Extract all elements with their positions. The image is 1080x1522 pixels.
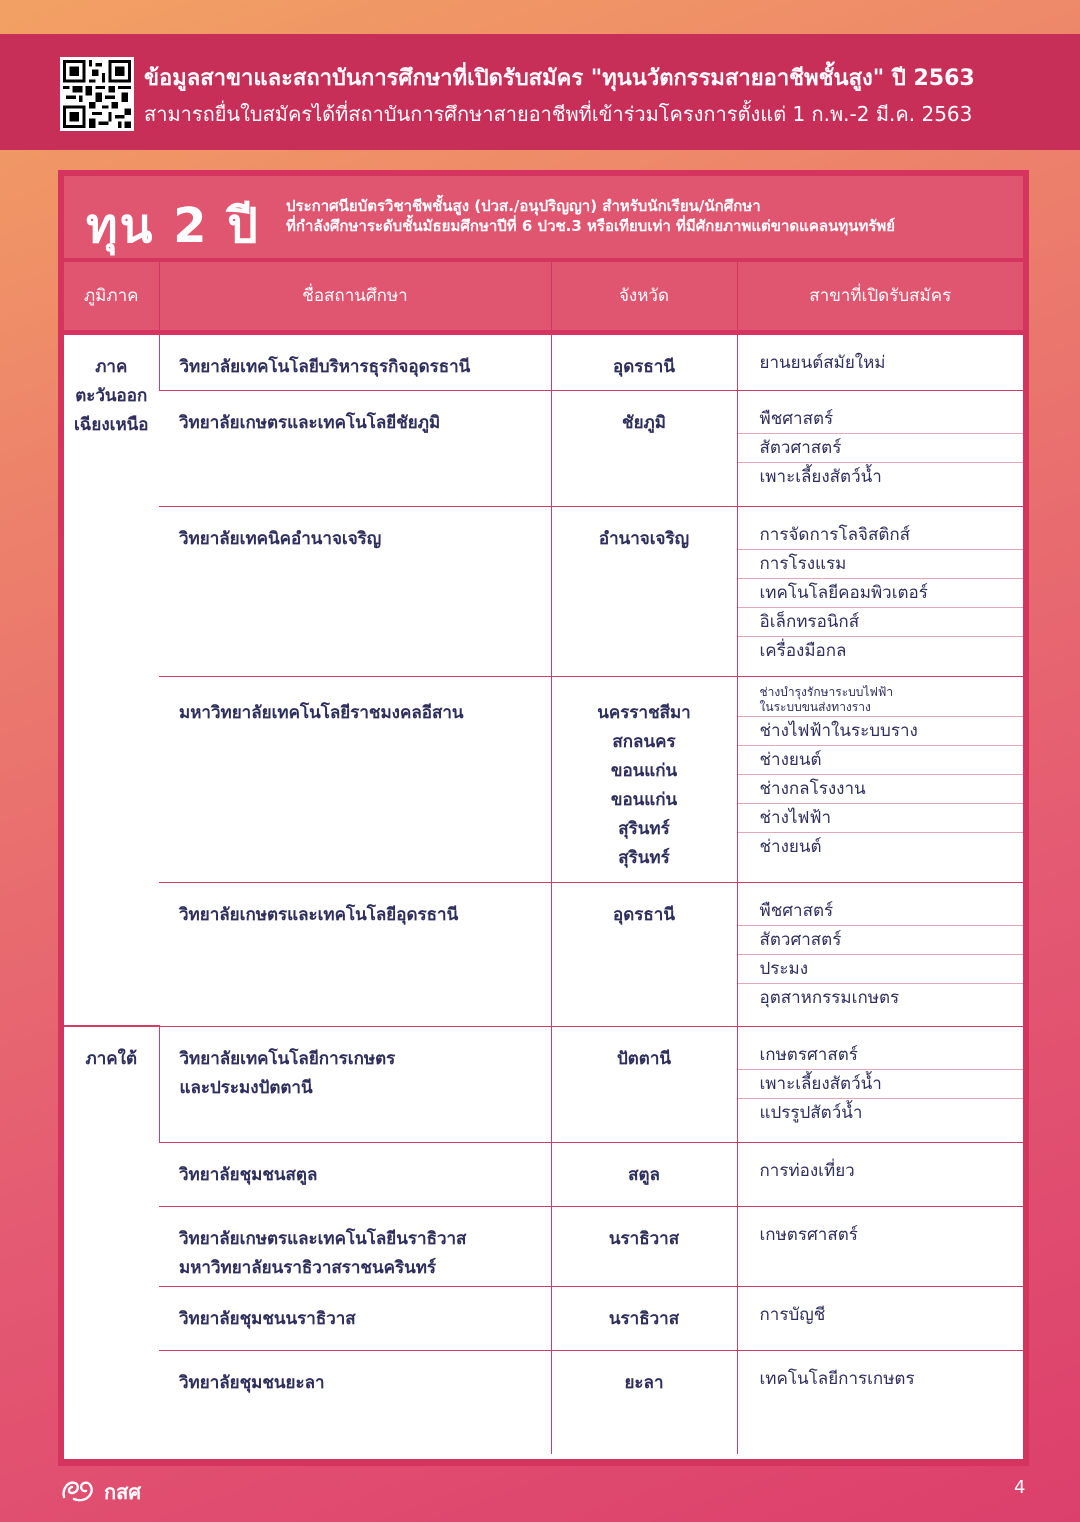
major-item: สัตวศาสตร์ [738,926,1024,955]
major-item: เพาะเลี้ยงสัตว์น้ำ [759,466,882,487]
institution-cell [159,1286,551,1350]
institution-name: มหาวิทยาลัยนราธิวาสราชนครินทร์ [179,1257,437,1278]
institution-cell [159,390,551,506]
table-row [64,882,1023,1026]
province-name: สกลนคร [612,731,676,752]
province-cell [551,1350,737,1454]
institution-name: วิทยาลัยชุมชนสตูล [179,1164,318,1185]
major-item: ยานยนต์สมัยใหม่ [759,352,886,373]
region-label: เฉียงเหนือ [74,414,149,435]
institution-cell [159,882,551,1026]
table-row [64,332,1023,390]
province-name: อุดรธานี [613,356,675,377]
major-item: เกษตรศาสตร์ [738,1041,1024,1070]
majors-cell [737,1026,1023,1142]
institution-name: วิทยาลัยเกษตรและเทคโนโลยีนราธิวาส [179,1228,467,1249]
institution-name: มหาวิทยาลัยเทคโนโลยีราชมงคลอีสาน [179,702,464,723]
institution-cell [159,1142,551,1206]
major-item: ช่างไฟฟ้า [738,804,1024,833]
institution-cell [159,1350,551,1454]
province-name: นราธิวาส [608,1308,680,1329]
institution-name: วิทยาลัยชุมชนยะลา [179,1372,325,1393]
major-item: เพาะเลี้ยงสัตว์น้ำ [738,1070,1024,1099]
majors-cell [737,1206,1023,1286]
province-name: ขอนแก่น [610,760,678,781]
province-name: ยะลา [624,1372,664,1393]
major-item: ช่างยนต์ [738,746,1024,775]
major-item: เครื่องมือกล [759,640,847,661]
table-row [64,1026,1023,1142]
column-header-majors: สาขาที่เปิดรับสมัคร [737,262,1023,332]
major-item: ประมง [738,955,1024,984]
major-item: ช่างยนต์ [759,836,822,857]
scholarship-label: ทุน 2 ปี [86,198,260,254]
major-item-line: ในระบบขนส่งทางราง [759,699,871,714]
eef-logo-text: กสศ [104,1480,142,1504]
province-name: อุดรธานี [613,904,675,925]
province-name: สุรินทร์ [618,847,670,868]
table-row [64,390,1023,506]
major-item: เกษตรศาสตร์ [759,1224,858,1245]
major-item: ช่างไฟฟ้าในระบบราง [738,717,1024,746]
major-item: แปรรูปสัตว์น้ำ [759,1102,863,1123]
province-name: สุรินทร์ [618,818,670,839]
major-item: การโรงแรม [738,550,1024,579]
column-header-institution: ชื่อสถานศึกษา [159,262,551,332]
region-cell-south [64,1026,159,1454]
institution-name: วิทยาลัยเทคโนโลยีการเกษตร [179,1048,396,1069]
scholarship-header [64,176,1023,258]
institution-name: วิทยาลัยชุมชนนราธิวาส [179,1308,356,1329]
eef-logo-icon [60,1477,98,1508]
province-cell [551,390,737,506]
province-name: ขอนแก่น [610,789,678,810]
major-item: เทคโนโลยีคอมพิวเตอร์ [738,579,1024,608]
province-cell [551,332,737,390]
region-label: ภาค [95,356,128,377]
eef-logo [60,1476,141,1508]
institution-cell [159,332,551,390]
major-item: พืชศาสตร์ [738,897,1024,926]
table-row [64,1286,1023,1350]
major-item-line: ช่างบำรุงรักษาระบบไฟฟ้า [759,684,894,699]
page-title: ข้อมูลสาขาและสถาบันการศึกษาที่เปิดรับสมัคร "ทุนนวัตกรรมสายอาชีพชั้นสูง" ปี 2563 [144,66,975,91]
major-item: สัตวศาสตร์ [738,434,1024,463]
province-name: ปัตตานี [616,1048,672,1069]
major-item [738,683,1024,717]
majors-cell [737,332,1023,390]
majors-cell [737,1350,1023,1454]
table-row [64,1350,1023,1454]
province-cell [551,882,737,1026]
institution-table [64,262,1023,1459]
major-item: อุตสาหกรรมเกษตร [759,987,900,1008]
province-cell [551,1026,737,1142]
majors-cell [737,676,1023,882]
qr-code-icon [60,57,134,131]
province-cell [551,1142,737,1206]
institution-name: และประมงปัตตานี [179,1077,313,1098]
majors-cell [737,1142,1023,1206]
institution-cell [159,1206,551,1286]
page-number: 4 [1014,1477,1026,1498]
province-cell [551,676,737,882]
major-item: ช่างกลโรงงาน [738,775,1024,804]
region-cell-northeast [64,332,159,1026]
table-row [64,1206,1023,1286]
province-name: นราธิวาส [608,1228,680,1249]
table-row [64,676,1023,882]
institution-cell [159,1026,551,1142]
institution-name: วิทยาลัยเกษตรและเทคโนโลยีชัยภูมิ [179,412,441,433]
scholarship-description-line: ที่กำลังศึกษาระดับชั้นมัธยมศึกษาปีที่ 6 ปวช.3 หรือเทียบเท่า ที่มีศักยภาพแต่ขาดแคลนทุนทรัพย์ [286,217,896,235]
institution-cell [159,506,551,676]
institution-cell [159,676,551,882]
major-item: การท่องเที่ยว [759,1160,855,1181]
major-item: การบัญชี [759,1304,826,1325]
major-item: อิเล็กทรอนิกส์ [738,608,1024,637]
province-name: สตูล [628,1164,660,1185]
major-item: พืชศาสตร์ [738,405,1024,434]
province-cell [551,506,737,676]
institution-name: วิทยาลัยเกษตรและเทคโนโลยีอุดรธานี [179,904,459,925]
institution-name: วิทยาลัยเทคโนโลยีบริหารธุรกิจอุดรธานี [179,356,471,377]
region-label: ภาคใต้ [85,1049,137,1069]
majors-cell [737,882,1023,1026]
scholarship-card [58,170,1029,1466]
region-label: ตะวันออก [75,385,148,406]
table-header-row [64,262,1023,332]
province-cell [551,1286,737,1350]
majors-cell [737,1286,1023,1350]
scholarship-description [286,196,1006,236]
province-name: อำนาจเจริญ [598,528,690,549]
province-name: ชัยภูมิ [622,412,666,433]
majors-cell [737,390,1023,506]
province-name: นครราชสีมา [597,702,691,723]
province-cell [551,1206,737,1286]
institution-name: วิทยาลัยเทคนิคอำนาจเจริญ [179,528,382,549]
major-item: เทคโนโลยีการเกษตร [759,1368,915,1389]
column-header-region: ภูมิภาค [64,262,159,332]
table-row [64,1142,1023,1206]
table-row [64,506,1023,676]
page-subtitle: สามารถยื่นใบสมัครได้ที่สถาบันการศึกษาสายอาชีพที่เข้าร่วมโครงการตั้งแต่ 1 ก.พ.-2 มี.ค. 2563 [144,102,973,126]
scholarship-description-line: ประกาศนียบัตรวิชาชีพชั้นสูง (ปวส./อนุปริญญา) สำหรับนักเรียน/นักศึกษา [286,197,761,215]
majors-cell [737,506,1023,676]
major-item: การจัดการโลจิสติกส์ [738,521,1024,550]
column-header-province: จังหวัด [551,262,737,332]
